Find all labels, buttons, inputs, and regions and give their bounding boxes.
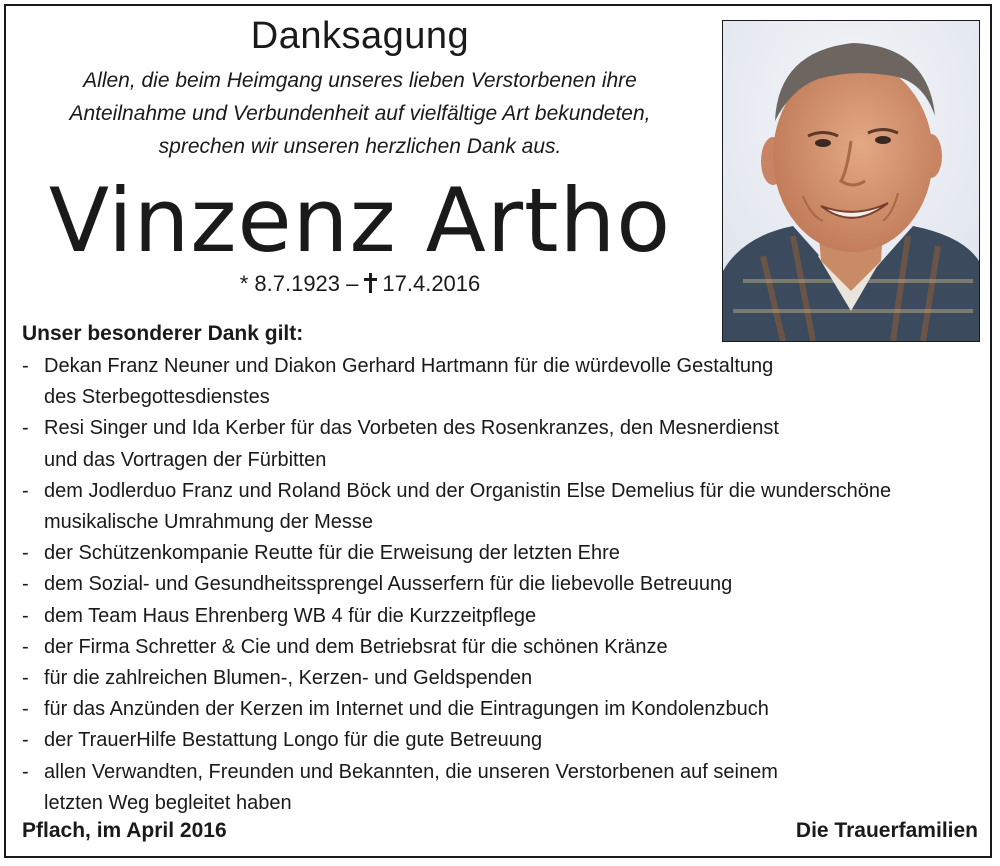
portrait-icon: [723, 21, 979, 341]
thanks-heading: Unser besonderer Dank gilt:: [22, 322, 304, 345]
list-item: - allen Verwandten, Freunden und Bekannten, die unseren Verstorbenen auf seinem letzten Weg begleitet haben: [22, 760, 778, 814]
list-item: - dem Team Haus Ehrenberg WB 4 für die Kurzzeitpflege: [22, 604, 537, 627]
intro-line: Allen, die beim Heimgang unseres lieben Verstorbenen ihre: [83, 69, 637, 92]
thanks-list: [22, 351, 972, 819]
birth-date: * 8.7.1923 –: [239, 271, 359, 296]
intro-line: sprechen wir unseren herzlichen Dank aus.: [158, 135, 562, 158]
list-item: - für das Anzünden der Kerzen im Internet und die Eintragungen im Kondolenzbuch: [22, 698, 769, 721]
death-date: 17.4.2016: [382, 271, 481, 296]
list-item: - dem Sozial- und Gesundheitssprengel Ausserfern für die liebevolle Betreuung: [22, 573, 733, 596]
deceased-name: Vinzenz Artho: [48, 169, 672, 272]
list-item: - der Schützenkompanie Reutte für die Erweisung der letzten Ehre: [22, 542, 620, 565]
place-date: Pflach, im April 2016: [22, 819, 227, 842]
list-item: - Resi Singer und Ida Kerber für das Vorbeten des Rosenkranzes, den Mesnerdienst und das Vortragen der Fürbitten: [22, 417, 779, 471]
list-item: - der TrauerHilfe Bestattung Longo für die gute Betreuung: [22, 729, 543, 752]
list-item: - dem Jodlerduo Franz und Roland Böck und der Organistin Else Demelius für die wunderschöne musikalische Umrahmung der Messe: [22, 479, 892, 534]
cross-icon: [364, 273, 376, 293]
intro-text: [40, 64, 680, 163]
list-item: - Dekan Franz Neuner und Diakon Gerhard Hartmann für die würdevolle Gestaltung des Sterbegottesdienstes: [22, 355, 774, 409]
portrait-photo: [722, 20, 980, 342]
list-item: - für die zahlreichen Blumen-, Kerzen- und Geldspenden: [22, 667, 533, 690]
page-title: Danksagung: [250, 15, 470, 57]
list-item: - der Firma Schretter & Cie und dem Betriebsrat für die schönen Kränze: [22, 635, 668, 658]
life-dates: [60, 268, 660, 300]
intro-line: Anteilnahme und Verbundenheit auf vielfältige Art bekundeten,: [69, 102, 651, 125]
signature: Die Trauerfamilien: [795, 819, 978, 842]
